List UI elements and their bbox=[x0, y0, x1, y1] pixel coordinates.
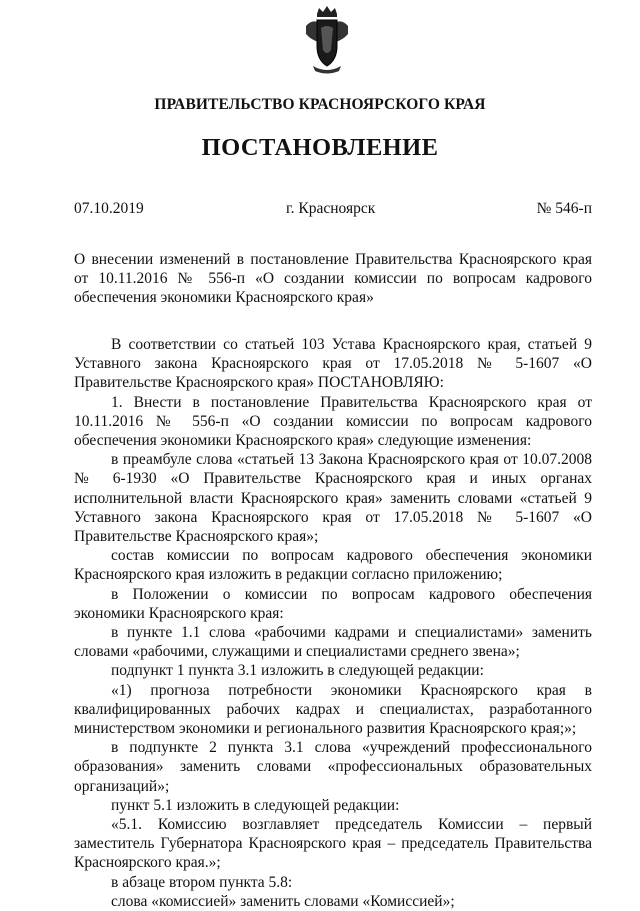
document-date: 07.10.2019 bbox=[74, 200, 144, 217]
paragraph-item-1: 1. Внести в постановление Правительства Красноярского края от 10.11.2016 № 556-п «О создании комиссии по вопросам кадрового обеспечения экономики Красноярского края» следующие изменения: bbox=[74, 393, 592, 450]
paragraph-clause-5-8-words: слова «комиссией» заменить словами «Комиссией»; bbox=[111, 892, 455, 910]
document-type-title: ПОСТАНОВЛЕНИЕ bbox=[201, 134, 439, 161]
document-subject: О внесении изменений в постановление Правительства Красноярского края от 10.11.2016 № 556-п «О создании комиссии по вопросам кадрового обеспечения экономики Красноярского края» bbox=[74, 251, 592, 306]
paragraph-subclause-2-3-1: в подпункте 2 пункта 3.1 слова «учреждений профессионального образования» заменить словами «профессиональных образовательных организаций»; bbox=[74, 739, 592, 795]
paragraph-clause-5-1-text: «5.1. Комиссию возглавляет председатель Комиссии – первый заместитель Губернатора Красноярского края – председатель Правительства Красноярского края.»; bbox=[74, 816, 592, 872]
coat-of-arms-emblem bbox=[303, 4, 351, 76]
document-number: № 546-п bbox=[536, 200, 592, 217]
paragraph-subclause-1-text: «1) прогноза потребности экономики Красноярского края в квалифицированных рабочих кадрах и специалистах, разработанного министерством экономики и регионального развития Красноярского края;»; bbox=[74, 681, 592, 738]
paragraph-clause-1-1: в пункте 1.1 слова «рабочими кадрами и специалистами» заменить словами «рабочими, служащими и специалистами среднего звена»; bbox=[74, 624, 592, 661]
document-meta-row bbox=[74, 200, 592, 220]
government-name: ПРАВИТЕЛЬСТВО КРАСНОЯРСКОГО КРАЯ bbox=[154, 96, 486, 113]
paragraph-regulation-intro: в Положении о комиссии по вопросам кадрового обеспечения экономики Красноярского края: bbox=[74, 585, 592, 622]
paragraph-composition-change: состав комиссии по вопросам кадрового обеспечения экономики Красноярского края изложить в редакции согласно приложению; bbox=[74, 547, 592, 584]
paragraph-clause-5-8-intro: в абзаце втором пункта 5.8: bbox=[111, 873, 293, 891]
paragraph-clause-5-1-intro: пункт 5.1 изложить в следующей редакции: bbox=[111, 796, 400, 814]
paragraph-subclause-1-3-1: подпункт 1 пункта 3.1 изложить в следующей редакции: bbox=[111, 662, 484, 680]
document-city: г. Красноярск bbox=[286, 200, 376, 217]
paragraph-preamble-change: в преамбуле слова «статьей 13 Закона Красноярского края от 10.07.2008 № 6-1930 «О Правительстве Красноярского края и иных органах исполнительной власти Красноярского края» заменить словами «статьей 9 Уставного закона Красноярского края от 17.05.2018 № 5-1607 «О Правительстве Красноярского края»; bbox=[74, 451, 592, 546]
document-body bbox=[74, 335, 592, 911]
paragraph-preamble: В соответствии со статьей 103 Устава Красноярского края, статьей 9 Уставного закона Красноярского края от 17.05.2018 № 5-1607 «О Правительстве Красноярского края» ПОСТАНОВЛЯЮ: bbox=[74, 336, 592, 392]
